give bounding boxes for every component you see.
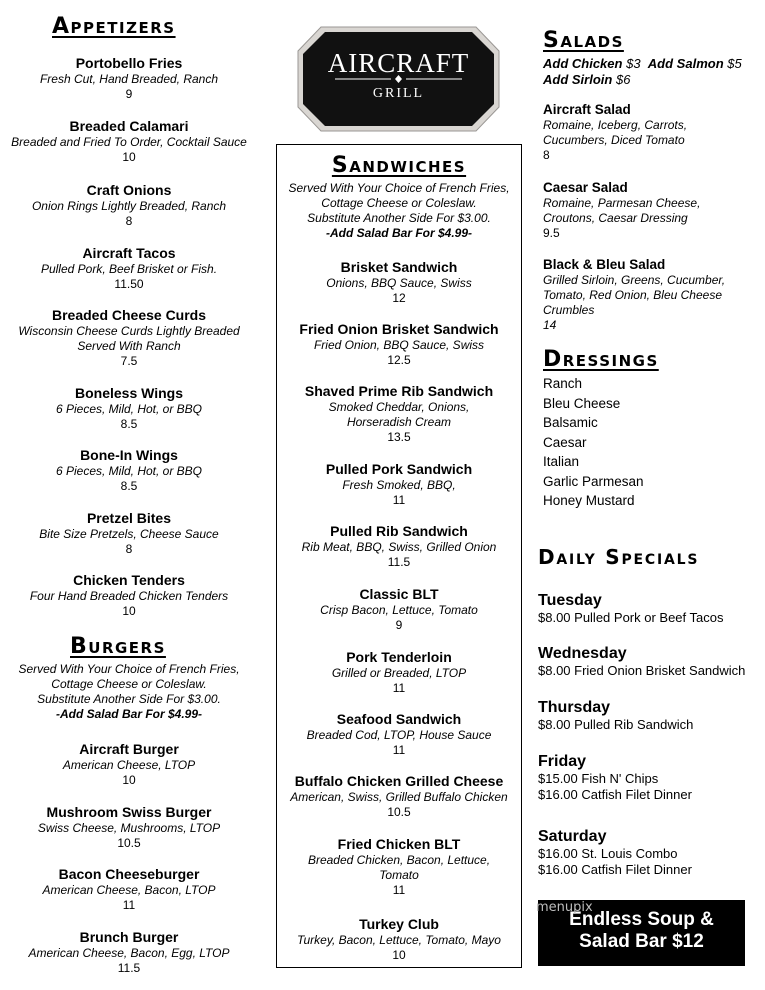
item-price: 9: [395, 618, 403, 632]
item-desc: Served With Ranch: [77, 339, 181, 353]
special-line: $16.00 St. Louis Combo: [538, 846, 678, 861]
intro-line: Served With Your Choice of French Fries,: [18, 662, 240, 676]
logo-title: AIRCRAFT: [327, 48, 470, 78]
dressings-heading: Dressings: [543, 347, 659, 372]
item-name: Pork Tenderloin: [346, 649, 452, 665]
item-name: Boneless Wings: [74, 385, 183, 401]
item-desc: Breaded and Fried To Order, Cocktail Sauce: [11, 135, 247, 149]
special-day-name: Saturday: [538, 828, 607, 845]
item-desc: Grilled or Breaded, LTOP: [331, 666, 467, 680]
special-line: $8.00 Pulled Rib Sandwich: [538, 717, 694, 732]
item-name: Brunch Burger: [79, 929, 179, 945]
item-price: 11: [122, 898, 136, 912]
item-desc: American Cheese, Bacon, Egg, LTOP: [28, 946, 230, 960]
item-desc: Horseradish Cream: [346, 415, 452, 429]
item-desc: Pulled Pork, Beef Brisket or Fish.: [40, 262, 218, 276]
item-desc: Rib Meat, BBQ, Swiss, Grilled Onion: [301, 540, 497, 554]
item-desc: American, Swiss, Grilled Buffalo Chicken: [290, 790, 508, 804]
menu-item: [0, 385, 258, 432]
dressings-list: [543, 374, 644, 511]
addon-price: $3: [626, 56, 641, 71]
item-price: 11: [392, 743, 406, 757]
item-price: 10.5: [117, 836, 141, 850]
special-day-name: Friday: [538, 753, 587, 770]
item-name: Classic BLT: [359, 586, 439, 602]
burgers-heading: Burgers: [70, 634, 166, 659]
item-desc: Crisp Bacon, Lettuce, Tomato: [320, 603, 478, 617]
special-day: [538, 698, 693, 733]
item-desc: 6 Pieces, Mild, Hot, or BBQ: [55, 402, 203, 416]
item-desc: Onions, BBQ Sauce, Swiss: [326, 276, 472, 290]
item-desc: Smoked Cheddar, Onions,: [328, 400, 470, 414]
menu-item: [277, 711, 521, 758]
special-day-name: Tuesday: [538, 592, 602, 609]
menu-item: [0, 447, 258, 494]
item-price: 8.5: [120, 479, 138, 493]
item-price: 11: [392, 681, 406, 695]
menu-item: [277, 259, 521, 306]
item-name: Bone-In Wings: [80, 447, 178, 463]
addon-label: Add Sirloin: [543, 72, 613, 87]
item-price: 10: [122, 773, 136, 787]
special-day-name: Wednesday: [538, 645, 627, 662]
salad-bar-note: -Add Salad Bar For $4.99-: [325, 226, 473, 240]
dressing-item: Ranch: [543, 376, 583, 391]
item-name: Chicken Tenders: [73, 572, 185, 588]
menu-item: [277, 836, 521, 898]
special-day: [538, 752, 692, 803]
burgers-intro: [0, 662, 258, 722]
item-price: 11.50: [114, 277, 144, 291]
menu-item: [0, 866, 258, 913]
dressing-item: Caesar: [543, 434, 587, 450]
item-desc: Swiss Cheese, Mushrooms, LTOP: [37, 821, 221, 835]
item-price: 10.5: [387, 805, 411, 819]
item-desc: Romaine, Iceberg, Carrots,: [543, 118, 688, 132]
addon-label: Add Chicken: [543, 56, 623, 71]
menu-item: [0, 804, 258, 851]
special-line: $15.00 Fish N' Chips: [538, 771, 659, 786]
item-name: Aircraft Burger: [79, 741, 179, 757]
item-name: Breaded Cheese Curds: [51, 307, 207, 323]
menu-item: [277, 586, 521, 633]
item-desc: Wisconsin Cheese Curds Lightly Breaded: [18, 324, 240, 338]
special-line: $8.00 Fried Onion Brisket Sandwich: [538, 663, 746, 678]
intro-line: Substitute Another Side For $3.00.: [307, 211, 491, 225]
item-desc: Fried Onion, BBQ Sauce, Swiss: [313, 338, 485, 352]
salad-addons: [543, 56, 765, 88]
menu-item: [277, 523, 521, 570]
special-day: [538, 591, 724, 626]
item-desc: Bite Size Pretzels, Cheese Sauce: [39, 527, 219, 541]
menu-item: [277, 649, 521, 696]
item-desc: Romaine, Parmesan Cheese,: [543, 196, 701, 210]
item-name: Fried Onion Brisket Sandwich: [299, 321, 499, 337]
daily-specials-heading: Daily Specials: [538, 545, 700, 569]
item-desc: Croutons, Caesar Dressing: [543, 211, 688, 225]
item-name: Portobello Fries: [75, 55, 183, 71]
item-name: Mushroom Swiss Burger: [46, 804, 212, 820]
item-price: 8: [125, 214, 133, 228]
item-desc: Grilled Sirloin, Greens, Cucumber,: [543, 273, 726, 287]
addon-label: Add Salmon: [647, 56, 724, 71]
item-price: 7.5: [120, 354, 138, 368]
menu-item: [0, 118, 258, 165]
menu-item: [0, 182, 258, 229]
menu-item: [277, 773, 521, 820]
item-name: Turkey Club: [359, 916, 439, 932]
item-name: Pulled Rib Sandwich: [330, 523, 468, 539]
item-name: Black & Bleu Salad: [543, 257, 666, 272]
dressing-item: Italian: [543, 454, 580, 469]
item-name: Brisket Sandwich: [340, 259, 458, 275]
item-price: 9.5: [543, 226, 560, 240]
item-desc: Crumbles: [543, 303, 595, 317]
item-desc: American Cheese, LTOP: [62, 758, 196, 772]
salad-bar-note: -Add Salad Bar For $4.99-: [55, 707, 203, 721]
menu-item: [0, 307, 258, 369]
item-price: 13.5: [387, 430, 411, 444]
menu-item: [543, 102, 687, 163]
endless-line-1: Endless Soup &: [569, 909, 714, 930]
menu-item: [543, 257, 725, 333]
item-desc: Four Hand Breaded Chicken Tenders: [29, 589, 229, 603]
item-name: Aircraft Tacos: [82, 245, 176, 261]
item-desc: Fresh Cut, Hand Breaded, Ranch: [39, 72, 219, 86]
dressing-item: Bleu Cheese: [543, 395, 621, 411]
item-name: Caesar Salad: [543, 180, 628, 195]
menupix-watermark: menupix: [536, 900, 593, 915]
item-desc: Turkey, Bacon, Lettuce, Tomato, Mayo: [297, 933, 501, 947]
item-desc: 6 Pieces, Mild, Hot, or BBQ: [55, 464, 203, 478]
addon-price: $5: [727, 56, 742, 71]
menu-item: [277, 461, 521, 508]
item-price: 8: [125, 542, 133, 556]
item-desc: Cucumbers, Diced Tomato: [543, 133, 685, 147]
dressing-item: Balsamic: [543, 415, 598, 430]
special-line: $16.00 Catfish Filet Dinner: [538, 862, 692, 877]
item-desc: American Cheese, Bacon, LTOP: [42, 883, 216, 897]
item-name: Buffalo Chicken Grilled Cheese: [294, 773, 504, 789]
item-price: 11: [392, 883, 406, 897]
item-name: Shaved Prime Rib Sandwich: [304, 383, 494, 399]
item-price: 12.5: [387, 353, 411, 367]
menu-item: [0, 741, 258, 788]
item-price: 14: [543, 318, 557, 332]
menu-item: [0, 245, 258, 292]
item-desc: Breaded Chicken, Bacon, Lettuce,: [307, 853, 491, 867]
item-name: Pretzel Bites: [86, 510, 172, 526]
item-price: 12: [392, 291, 406, 305]
item-desc: Tomato, Red Onion, Bleu Cheese: [543, 288, 722, 302]
intro-line: Served With Your Choice of French Fries,: [288, 181, 510, 195]
item-price: 11: [392, 493, 406, 507]
dressing-item: Garlic Parmesan: [543, 473, 644, 489]
item-price: 10: [122, 150, 136, 164]
item-desc: Breaded Cod, LTOP, House Sauce: [306, 728, 492, 742]
item-price: 11.5: [387, 555, 411, 569]
item-name: Craft Onions: [86, 182, 172, 198]
menu-item: [0, 929, 258, 976]
item-price: 10: [392, 948, 406, 962]
intro-line: Substitute Another Side For $3.00.: [37, 692, 221, 706]
menu-item: [0, 572, 258, 619]
special-day: [538, 644, 745, 679]
special-line: $8.00 Pulled Pork or Beef Tacos: [538, 610, 724, 625]
item-name: Aircraft Salad: [543, 102, 631, 117]
item-price: 8: [543, 148, 550, 162]
intro-line: Cottage Cheese or Coleslaw.: [321, 196, 477, 210]
sandwiches-box: [276, 144, 522, 968]
salads-heading: Salads: [543, 28, 624, 53]
intro-line: Cottage Cheese or Coleslaw.: [51, 677, 207, 691]
item-name: Fried Chicken BLT: [337, 836, 461, 852]
menu-item: [0, 510, 258, 557]
item-name: Breaded Calamari: [69, 118, 189, 134]
item-price: 10: [122, 604, 136, 618]
appetizers-heading: Appetizers: [52, 14, 176, 39]
aircraft-grill-logo: [297, 26, 500, 132]
menu-item: [0, 55, 258, 102]
item-name: Bacon Cheeseburger: [58, 866, 200, 882]
sandwiches-intro: [277, 181, 521, 241]
sandwiches-heading: Sandwiches: [331, 153, 467, 178]
special-line: $16.00 Catfish Filet Dinner: [538, 787, 692, 802]
menu-item: [543, 180, 700, 241]
logo-subtitle: GRILL: [372, 86, 425, 101]
special-day: [538, 827, 692, 878]
item-price: 11.5: [117, 961, 141, 975]
dressing-item: Honey Mustard: [543, 493, 635, 508]
menu-item: [277, 321, 521, 368]
item-name: Pulled Pork Sandwich: [325, 461, 473, 477]
endless-line-2: Salad Bar $12: [579, 931, 704, 952]
item-desc: Fresh Smoked, BBQ,: [342, 478, 456, 492]
item-desc: Onion Rings Lightly Breaded, Ranch: [31, 199, 227, 213]
item-name: Seafood Sandwich: [336, 711, 462, 727]
addon-price: $6: [615, 72, 631, 87]
item-price: 8.5: [120, 417, 138, 431]
menu-item: [277, 383, 521, 445]
item-desc: Tomato: [379, 868, 419, 882]
item-price: 9: [125, 87, 133, 101]
special-day-name: Thursday: [538, 699, 611, 716]
menu-item: [277, 916, 521, 963]
